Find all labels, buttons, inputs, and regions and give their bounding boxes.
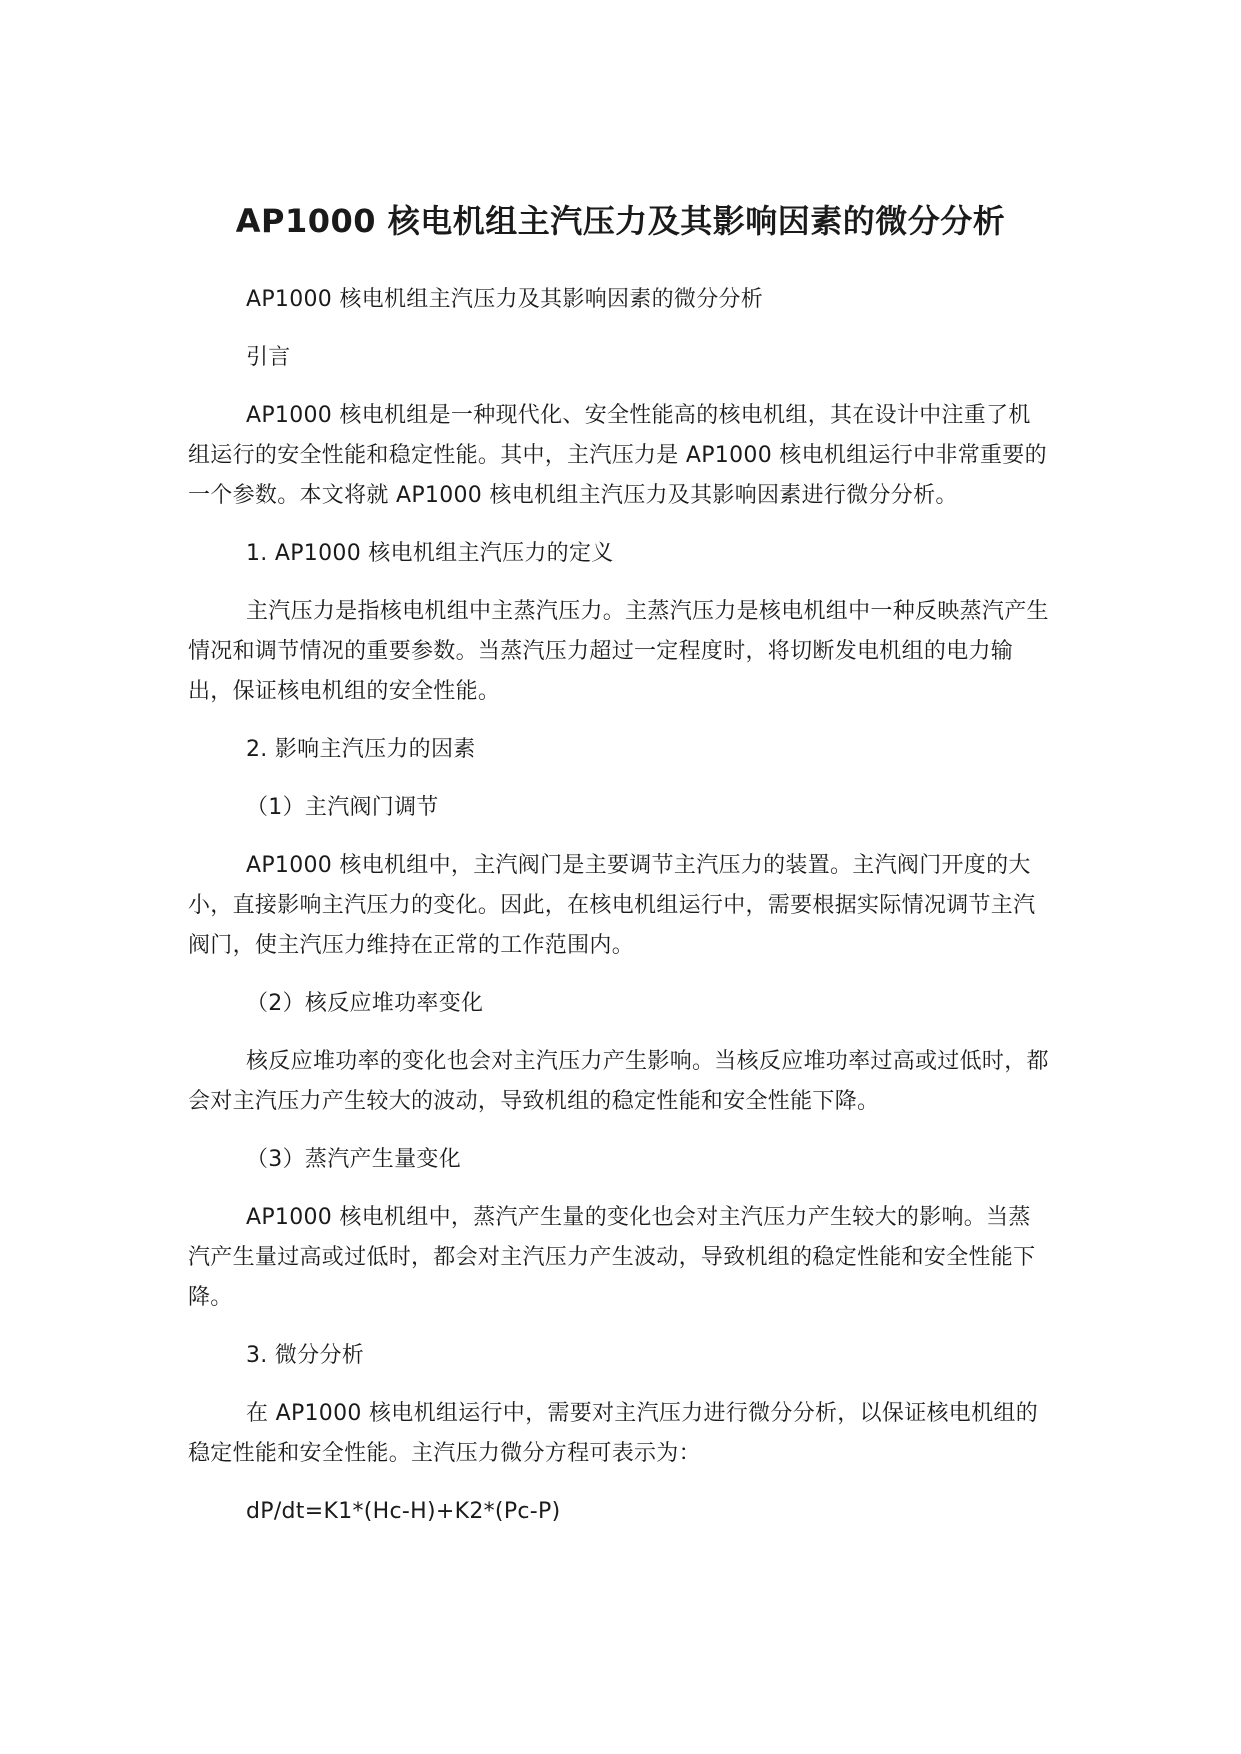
equation-line: dP/dt=K1*(Hc-H)+K2*(Pc-P) [246, 1499, 561, 1524]
section-heading-intro: 引言 [246, 345, 291, 370]
document-body [188, 280, 1052, 1550]
subheading-valve: （1）主汽阀门调节 [246, 795, 439, 820]
body-paragraph-steam-generation: AP1000 核电机组中，蒸汽产生量的变化也会对主汽压力产生较大的影响。当蒸汽产生量过高或过低时，都会对主汽压力产生波动，导致机组的稳定性能和安全性能下降。 [188, 1205, 1036, 1310]
body-paragraph-intro: AP1000 核电机组是一种现代化、安全性能高的核电机组，其在设计中注重了机组运行的安全性能和稳定性能。其中，主汽压力是 AP1000 核电机组运行中非常重要的一个参数。本文将就 AP1000 核电机组主汽压力及其影响因素进行微分分析。 [188, 403, 1047, 508]
body-paragraph-differential: 在 AP1000 核电机组运行中，需要对主汽压力进行微分分析，以保证核电机组的稳定性能和安全性能。主汽压力微分方程可表示为： [188, 1401, 1038, 1466]
subheading-steam-generation: （3）蒸汽产生量变化 [246, 1147, 461, 1172]
body-paragraph-reactor-power: 核反应堆功率的变化也会对主汽压力产生影响。当核反应堆功率过高或过低时，都会对主汽压力产生较大的波动，导致机组的稳定性能和安全性能下降。 [188, 1049, 1049, 1114]
section-heading-differential: 3. 微分分析 [246, 1343, 365, 1368]
subtitle-paragraph: AP1000 核电机组主汽压力及其影响因素的微分分析 [246, 287, 764, 312]
section-heading-factors: 2. 影响主汽压力的因素 [246, 737, 476, 762]
section-heading-definition: 1. AP1000 核电机组主汽压力的定义 [246, 541, 614, 566]
subheading-reactor-power: （2）核反应堆功率变化 [246, 991, 484, 1016]
body-paragraph-definition: 主汽压力是指核电机组中主蒸汽压力。主蒸汽压力是核电机组中一种反映蒸汽产生情况和调节情况的重要参数。当蒸汽压力超过一定程度时，将切断发电机组的电力输出，保证核电机组的安全性能。 [188, 599, 1049, 704]
body-paragraph-valve: AP1000 核电机组中，主汽阀门是主要调节主汽压力的装置。主汽阀门开度的大小，直接影响主汽压力的变化。因此，在核电机组运行中，需要根据实际情况调节主汽阀门，使主汽压力维持在正常的工作范围内。 [188, 853, 1036, 958]
document-title: AP1000 核电机组主汽压力及其影响因素的微分分析 [235, 202, 1006, 241]
